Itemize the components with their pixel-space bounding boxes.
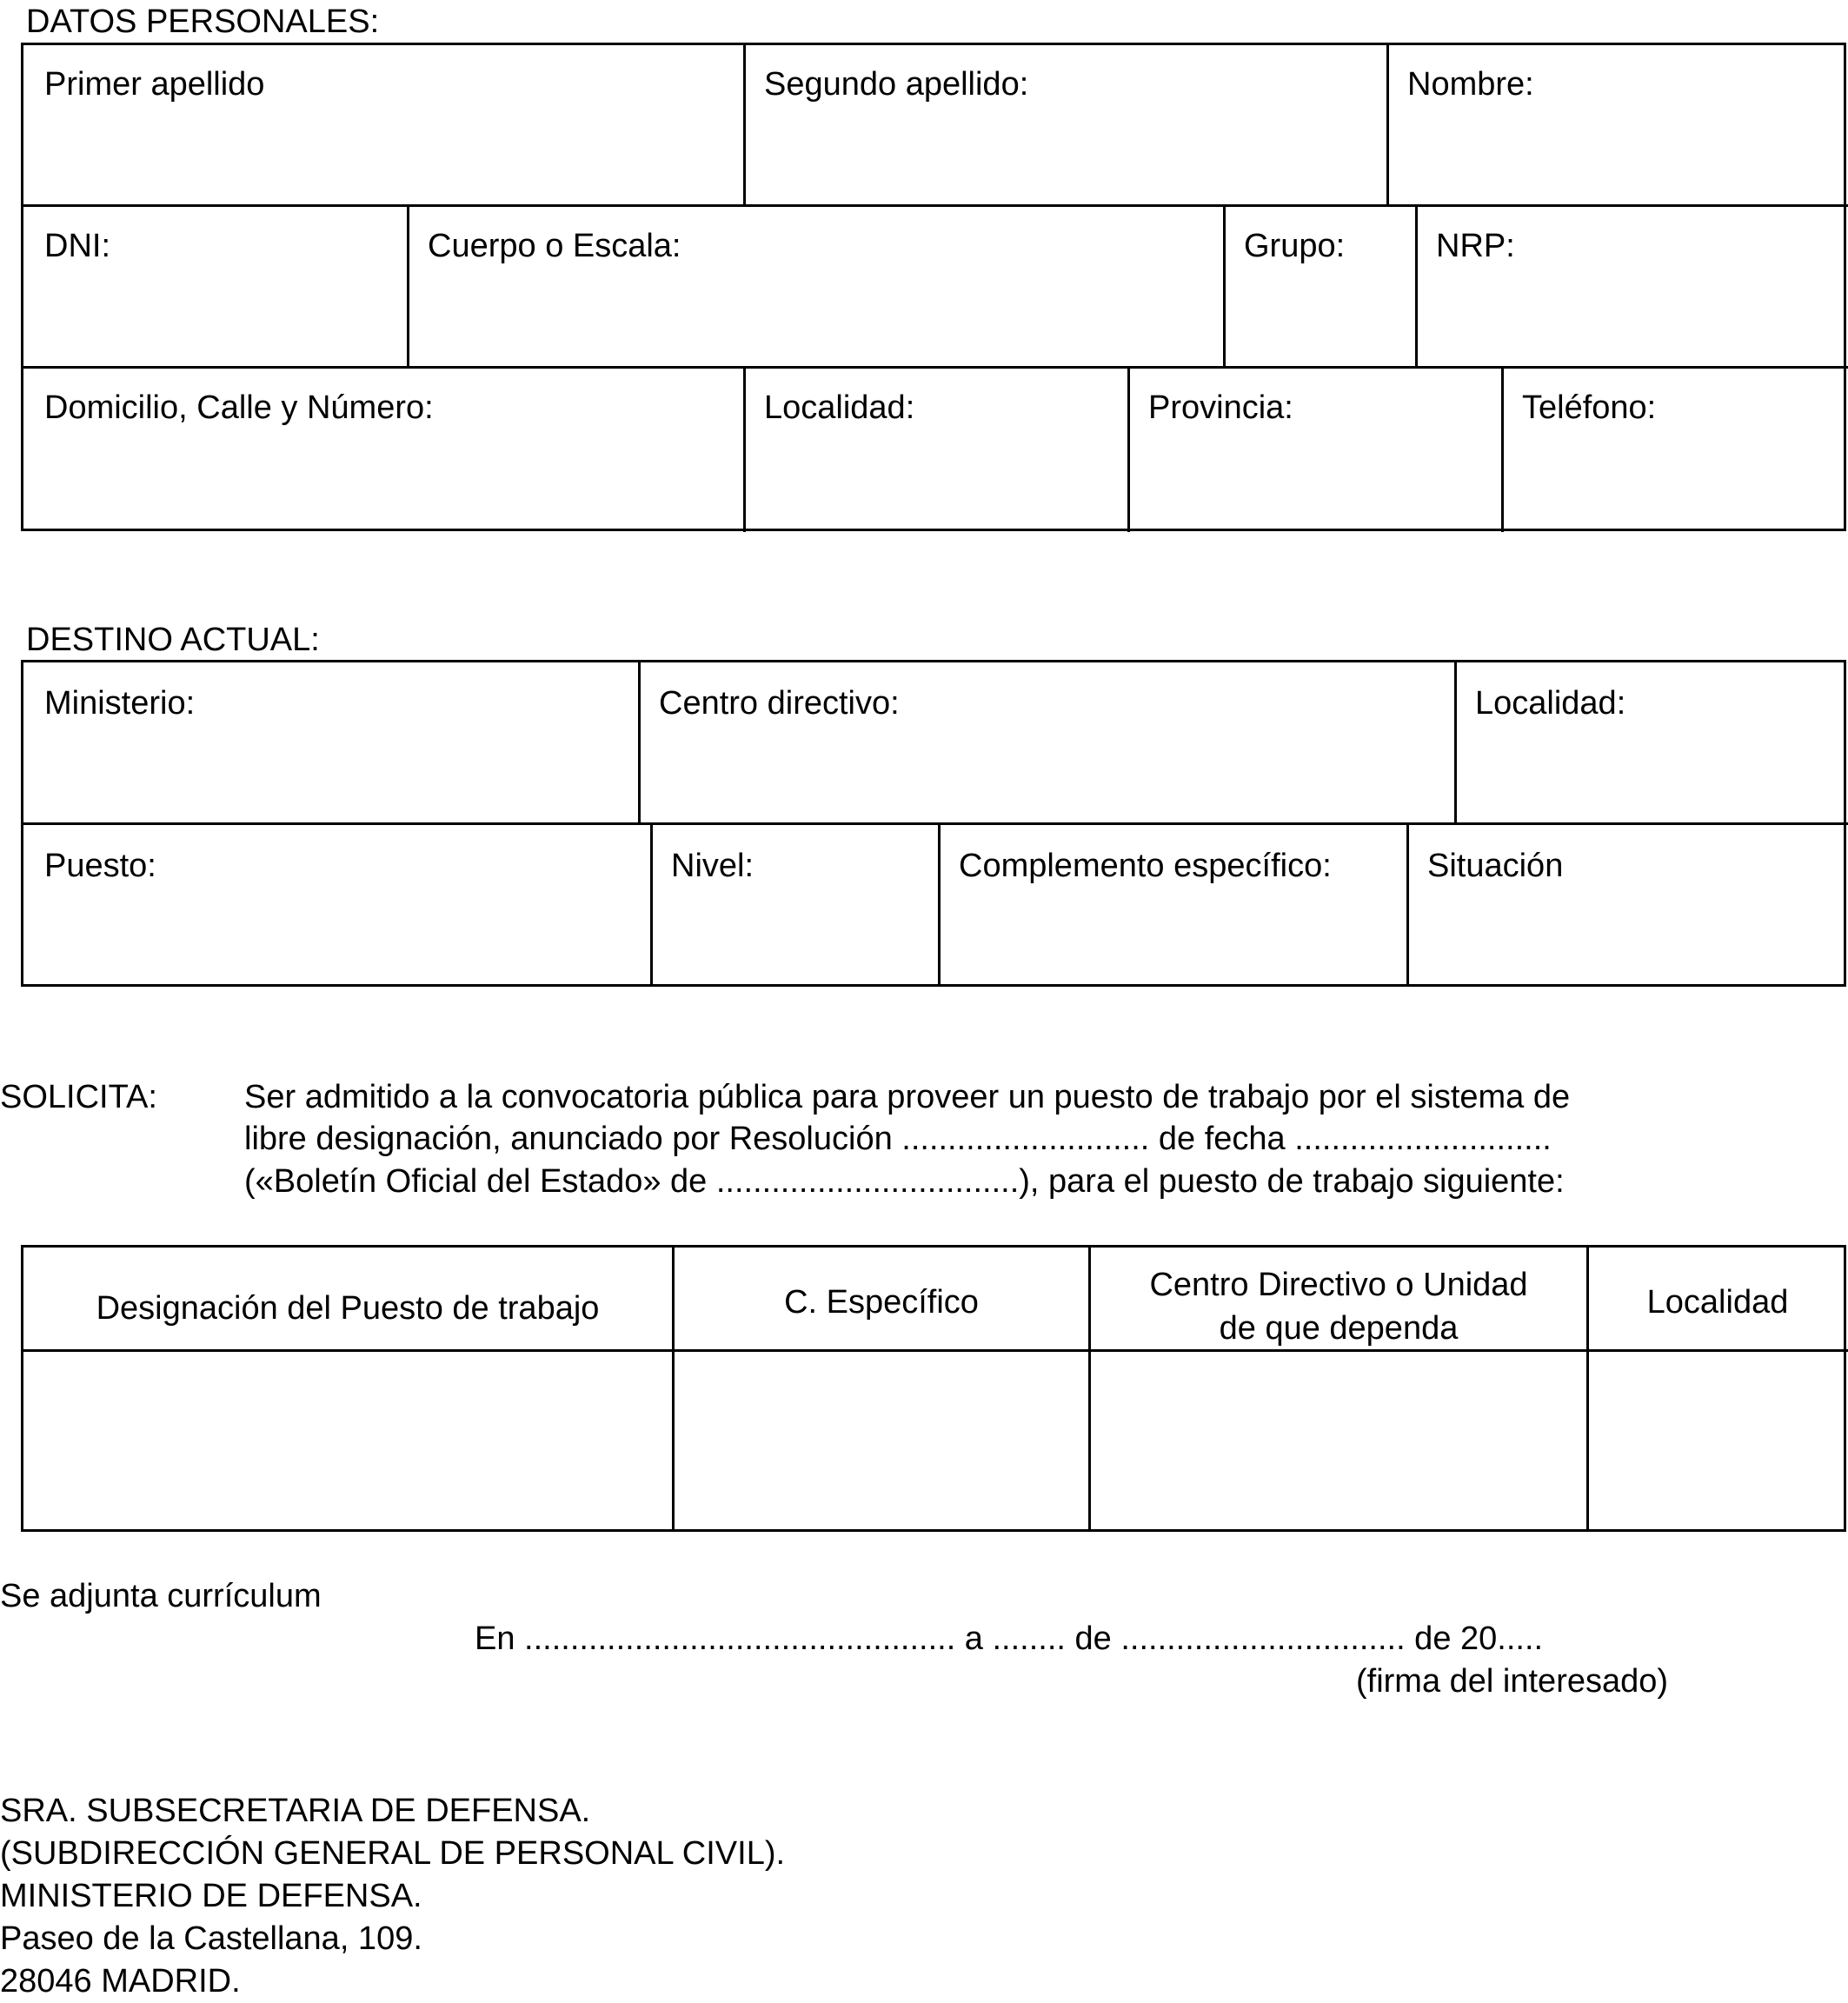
field-nrp[interactable]: NRP:	[1436, 228, 1515, 264]
datos-personales-heading: DATOS PERSONALES:	[26, 3, 380, 40]
datos-personales-form	[21, 43, 1846, 531]
field-provincia[interactable]: Provincia:	[1148, 389, 1293, 426]
field-nivel[interactable]: Nivel:	[671, 848, 754, 884]
field-ministerio[interactable]: Ministerio:	[44, 685, 196, 722]
field-segundo-apellido[interactable]: Segundo apellido:	[764, 66, 1029, 103]
field-cuerpo-escala[interactable]: Cuerpo o Escala:	[428, 228, 681, 264]
field-dni[interactable]: DNI:	[44, 228, 110, 264]
puesto-table	[21, 1245, 1846, 1532]
solicita-line-1: Ser admitido a la convocatoria pública para proveer un puesto de trabajo por el sistema de	[244, 1079, 1571, 1115]
field-nombre[interactable]: Nombre:	[1407, 66, 1534, 103]
field-domicilio[interactable]: Domicilio, Calle y Número:	[44, 389, 434, 426]
header-centro-directivo-2: de que dependa	[1219, 1310, 1459, 1347]
field-localidad[interactable]: Localidad:	[764, 389, 915, 426]
address-line-2: (SUBDIRECCIÓN GENERAL DE PERSONAL CIVIL).	[0, 1835, 786, 1872]
address-line-5: 28046 MADRID.	[0, 1963, 241, 2000]
cell-centro-directivo[interactable]	[1091, 1352, 1586, 1532]
header-c-especifico: C. Específico	[784, 1284, 979, 1321]
field-puesto[interactable]: Puesto:	[44, 848, 156, 884]
field-primer-apellido[interactable]: Primer apellido	[44, 66, 265, 103]
address-line-3: MINISTERIO DE DEFENSA.	[0, 1878, 422, 1914]
field-complemento-especifico[interactable]: Complemento específico:	[959, 848, 1332, 884]
field-centro-directivo[interactable]: Centro directivo:	[659, 685, 900, 722]
field-telefono[interactable]: Teléfono:	[1522, 389, 1657, 426]
solicita-line-3: («Boletín Oficial del Estado» de .................................), para el puesto de trabajo siguiente:	[244, 1163, 1565, 1200]
field-situacion[interactable]: Situación	[1427, 848, 1564, 884]
fecha-line[interactable]: En ............................................... a ........ de ............................... de 20.....	[475, 1620, 1544, 1657]
solicita-line-2: libre designación, anunciado por Resolución ........................... de fecha ............................	[244, 1121, 1552, 1157]
cell-designacion[interactable]	[23, 1352, 672, 1532]
field-localidad-destino[interactable]: Localidad:	[1475, 685, 1626, 722]
header-localidad: Localidad	[1646, 1284, 1789, 1321]
firma-interesado: (firma del interesado)	[1356, 1663, 1669, 1700]
address-line-1: SRA. SUBSECRETARIA DE DEFENSA.	[0, 1793, 591, 1829]
address-line-4: Paseo de la Castellana, 109.	[0, 1920, 422, 1957]
solicita-label: SOLICITA:	[0, 1079, 157, 1115]
destino-actual-heading: DESTINO ACTUAL:	[26, 622, 320, 658]
cell-c-especifico[interactable]	[675, 1352, 1088, 1532]
destino-actual-form	[21, 660, 1846, 987]
se-adjunta-curriculum: Se adjunta currículum	[0, 1578, 322, 1614]
header-designacion: Designación del Puesto de trabajo	[96, 1290, 600, 1327]
field-grupo[interactable]: Grupo:	[1244, 228, 1346, 264]
header-centro-directivo-1: Centro Directivo o Unidad	[1149, 1267, 1528, 1303]
cell-localidad[interactable]	[1589, 1352, 1846, 1532]
